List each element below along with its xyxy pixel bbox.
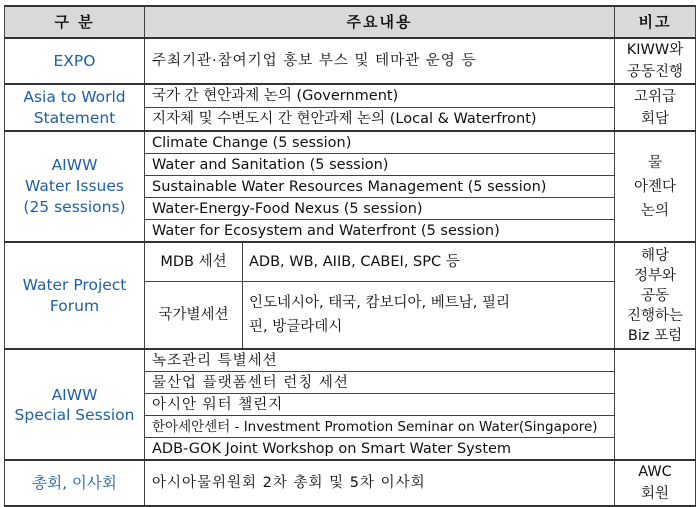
general-remarks: AWC 회원 [615, 460, 696, 506]
table-row [5, 84, 696, 108]
list-item: 한아세안센터 - Investment Promotion Seminar on Water(Singapore) [145, 416, 615, 438]
list-item: Water and Sanitation (5 session) [145, 154, 615, 176]
header-category: 구 분 [5, 6, 145, 38]
expo-remarks: KIWW와 공동진행 [615, 38, 696, 84]
aiww-issues-remarks: 물 아젠다 논의 [615, 131, 696, 242]
header-content: 주요내용 [145, 6, 615, 38]
category-asia: Asia to World Statement [5, 84, 145, 131]
category-aiww-issues: AIWW Water Issues (25 sessions) [5, 131, 145, 242]
list-item: 지자체 및 수변도시 간 현안과제 논의 (Local & Waterfront) [145, 108, 615, 132]
list-item: Water for Ecosystem and Waterfront (5 session) [145, 220, 615, 243]
list-item: 아시안 워터 챌린지 [145, 394, 615, 416]
category-general: 총회, 이사회 [5, 460, 145, 506]
category-expo: EXPO [5, 38, 145, 84]
asia-remarks: 고위급 회담 [615, 84, 696, 131]
program-table [4, 5, 696, 507]
wpf-sub-mdb: MDB 세션 [145, 242, 243, 282]
category-wpf: Water Project Forum [5, 242, 145, 349]
list-item: 물산업 플랫폼센터 런칭 세션 [145, 372, 615, 394]
table-row [5, 131, 696, 154]
table-row [5, 38, 696, 84]
table-row [5, 460, 696, 506]
table-row [5, 349, 696, 372]
expo-content: 주최기관·참여기업 홍보 부스 및 테마관 운영 등 [145, 38, 615, 84]
category-special: AIWW Special Session [5, 349, 145, 460]
list-item: Water-Energy-Food Nexus (5 session) [145, 198, 615, 220]
list-item: ADB-GOK Joint Workshop on Smart Water System [145, 438, 615, 461]
list-item: 국가 간 현안과제 논의 (Government) [145, 84, 615, 108]
wpf-sub-country: 국가별세션 [145, 282, 243, 350]
list-item: Climate Change (5 session) [145, 131, 615, 154]
list-item: 녹조관리 특별세션 [145, 349, 615, 372]
wpf-content-mdb: ADB, WB, AIIB, CABEI, SPC 등 [243, 242, 615, 282]
header-row [5, 6, 696, 38]
wpf-remarks: 해당 정부와 공동 진행하는 Biz 포럼 [615, 242, 696, 349]
general-content: 아시아물위원회 2차 총회 및 5차 이사회 [145, 460, 615, 506]
table-row [5, 242, 696, 282]
wpf-content-country: 인도네시아, 태국, 캄보디아, 베트남, 필리 핀, 방글라데시 [243, 282, 615, 350]
header-remarks: 비고 [615, 6, 696, 38]
special-remarks [615, 349, 696, 460]
list-item: Sustainable Water Resources Management (5 session) [145, 176, 615, 198]
